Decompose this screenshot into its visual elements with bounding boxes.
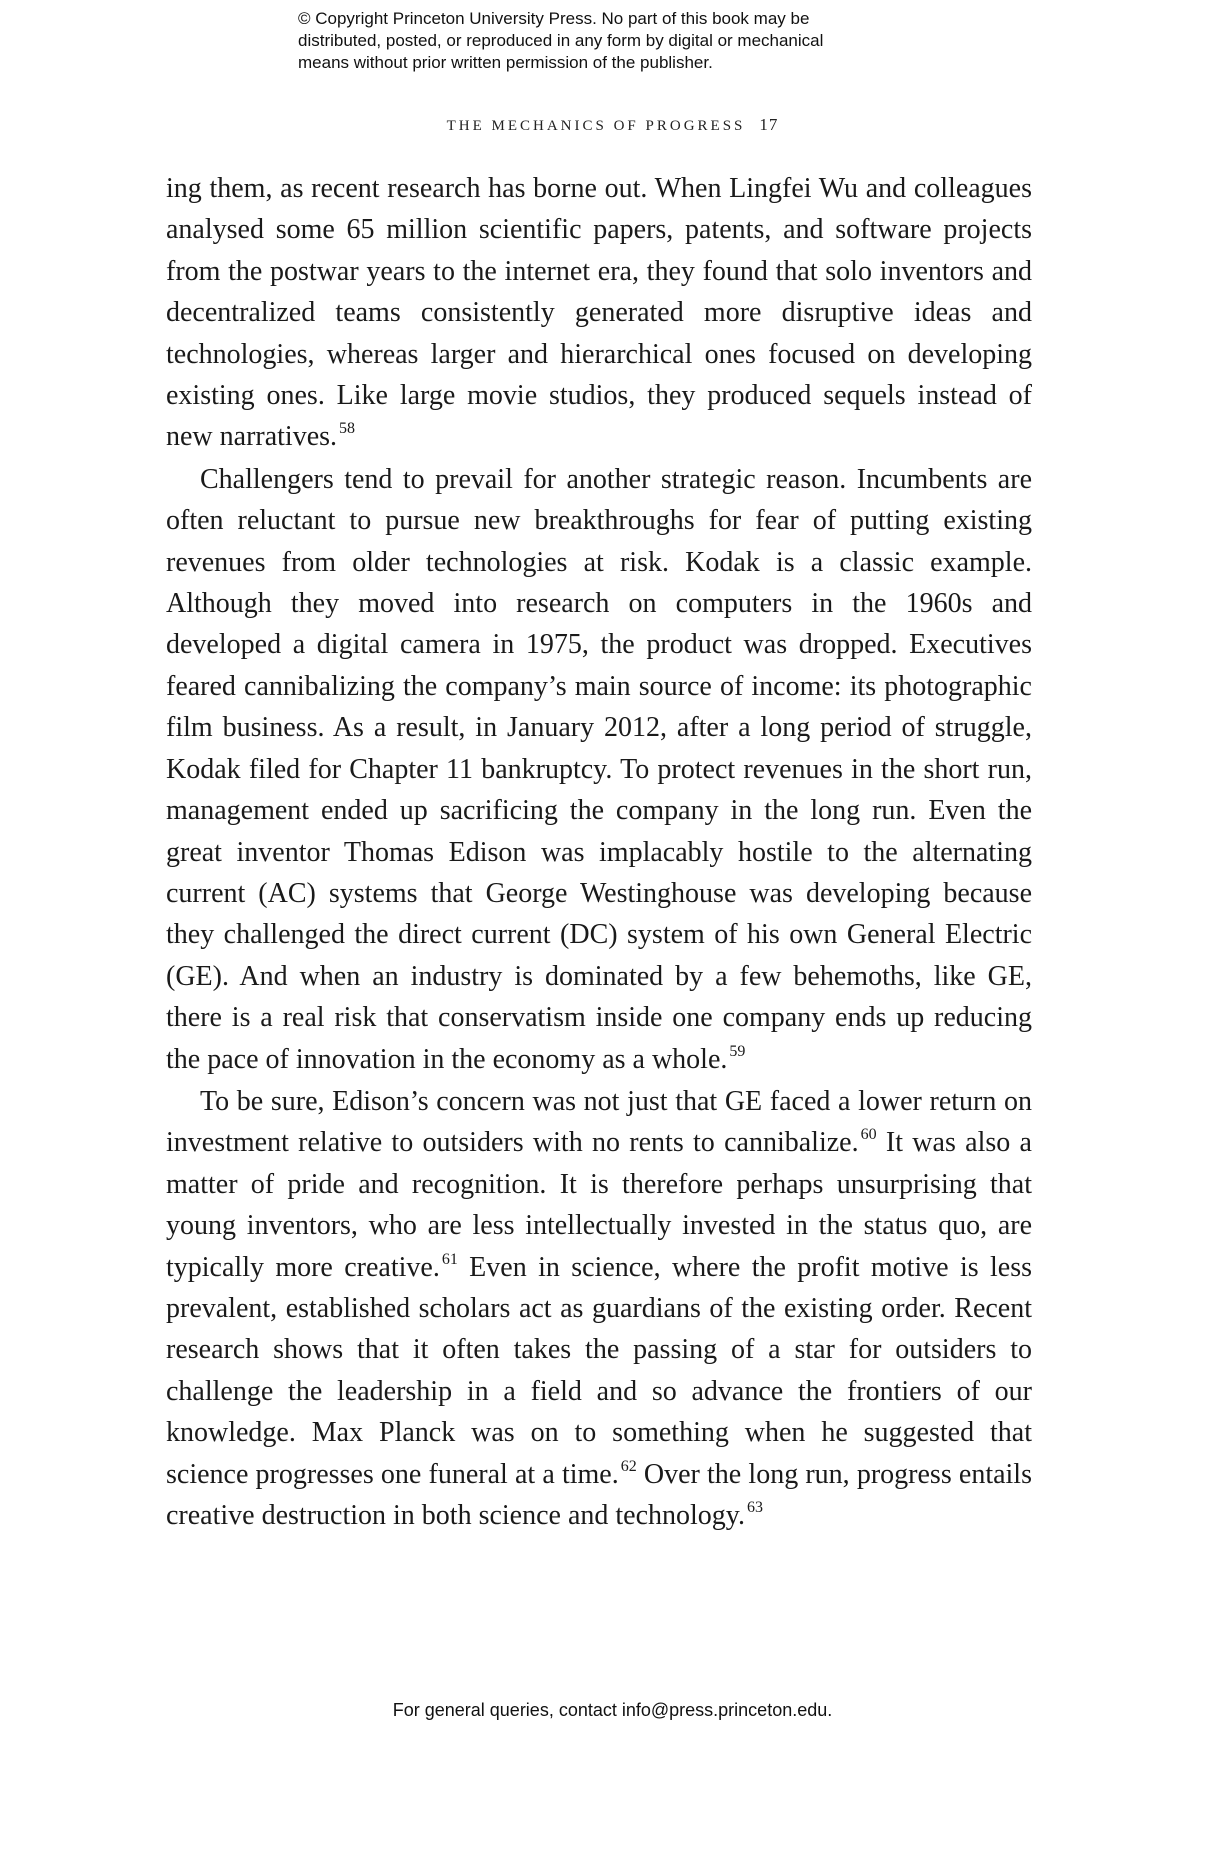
footnote-ref[interactable]: 63 — [746, 1499, 763, 1516]
copyright-line: distributed, posted, or reproduced in any form by digital or mechanical — [298, 31, 824, 50]
paragraph-text: It was also a matter of pride and recognition. It is therefore perhaps unsurprising that young inventors, who are less intellectually invested in the status quo, are typically more creative. — [166, 1127, 1032, 1283]
running-head-title: THE MECHANICS OF PROGRESS — [446, 118, 746, 134]
copyright-line: © Copyright Princeton University Press. No part of this book may be — [298, 9, 810, 28]
paragraph — [166, 168, 1032, 458]
footnote-ref[interactable]: 58 — [339, 420, 356, 438]
footnote-ref[interactable]: 60 — [860, 1126, 877, 1144]
body-text — [166, 168, 1032, 1536]
paragraph-text: To be sure, Edison’s concern was not just that GE faced a lower return on investment relative to outsiders with no rents to cannibalize. — [166, 1085, 1032, 1159]
paragraph-text: Challengers tend to prevail for another strategic reason. Incumbents are often reluctant to pursue new breakthroughs for fear of putting existing revenues from older technologies at risk. Kodak is a classic example. Although they moved into research on computers in the 1960s and developed a digital camera in 1975, the product was dropped. Executives feared cannibalizing the company’s main source of income: its photographic film business. As a result, in January 2012, after a long period of struggle, Kodak filed for Chapter 11 bankruptcy. To protect revenues in the short run, management ended up sacrificing the company in the long run. Even the great inventor Thomas Edison was implacably hostile to the alternating current (AC) systems that George Westinghouse was developing because they challenged the direct current (DC) system of his own General Electric (GE). And when an industry is dominated by a few behemoths, like GE, there is a real risk that conservatism inside one company ends up reducing the pace of innovation in the economy as a whole. — [166, 463, 1032, 1075]
footnote-ref[interactable]: 62 — [620, 1457, 637, 1475]
running-head — [0, 115, 1225, 135]
footnote-ref[interactable]: 61 — [441, 1250, 458, 1268]
footer-contact: For general queries, contact info@press.princeton.edu. — [392, 1700, 833, 1720]
paragraph-text: Even in science, where the profit motive is less prevalent, established scholars act as guardians of the existing order. Recent research shows that it often takes the passing of a star for outsiders to challenge the leadership in a field and so advance the frontiers of our knowledge. Max Planck was on to something when he suggested that science progresses one funeral at a time. — [166, 1251, 1033, 1490]
page-number: 17 — [759, 115, 779, 134]
paragraph-text: ing them, as recent research has borne out. When Lingfei Wu and colleagues analysed some 65 million scientific papers, patents, and software projects from the postwar years to the internet era, they found that solo inventors and decentralized teams consistently generated more disruptive ideas and technologies, whereas larger and hierarchical ones focused on developing existing ones. Like large movie studios, they produced sequels instead of new narratives. — [166, 173, 1032, 453]
paragraph-text: Over the long run, progress entails creative destruction in both science and technology. — [166, 1458, 1032, 1531]
paragraph — [166, 1081, 1032, 1536]
paragraph — [166, 459, 1032, 1080]
copyright-line: means without prior written permission of the publisher. — [298, 53, 713, 72]
footnote-ref[interactable]: 59 — [729, 1042, 746, 1060]
copyright-notice — [298, 8, 938, 74]
